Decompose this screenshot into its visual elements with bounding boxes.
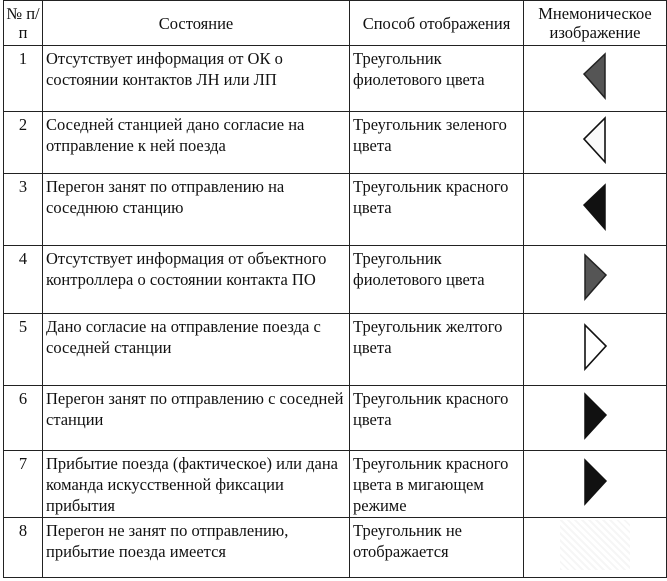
table-row bbox=[4, 386, 667, 451]
table-row bbox=[4, 112, 667, 174]
row-method: Треугольник фиолетового цвета bbox=[350, 246, 524, 314]
row-mnemonic bbox=[524, 386, 667, 451]
row-mnemonic bbox=[524, 112, 667, 174]
empty-noise-icon bbox=[560, 520, 630, 570]
row-method: Треугольник красного цвета в мигающем режиме bbox=[350, 451, 524, 518]
row-state: Соседней станцией дано согласие на отправление к ней поезда bbox=[43, 112, 350, 174]
table-row bbox=[4, 518, 667, 578]
row-state: Перегон занят по отправлению на соседнюю станцию bbox=[43, 174, 350, 246]
row-method: Треугольник красного цвета bbox=[350, 174, 524, 246]
row-num: 3 bbox=[4, 174, 43, 246]
triangle-left-dotted-icon bbox=[582, 52, 608, 100]
row-num: 6 bbox=[4, 386, 43, 451]
table-row bbox=[4, 314, 667, 386]
table-row bbox=[4, 174, 667, 246]
row-state: Перегон не занят по отправлению, прибытие поезда имеется bbox=[43, 518, 350, 578]
row-num: 1 bbox=[4, 46, 43, 112]
table-row bbox=[4, 246, 667, 314]
row-state: Отсутствует информация от ОК о состоянии контактов ЛН или ЛП bbox=[43, 46, 350, 112]
triangle-right-filled-icon bbox=[582, 458, 608, 506]
triangle-left-filled-icon bbox=[582, 183, 608, 231]
row-num: 7 bbox=[4, 451, 43, 518]
row-mnemonic bbox=[524, 246, 667, 314]
row-state: Прибытие поезда (фактическое) или дана команда искусственной фиксации прибытия bbox=[43, 451, 350, 518]
row-method: Треугольник желтого цвета bbox=[350, 314, 524, 386]
row-num: 8 bbox=[4, 518, 43, 578]
row-num: 5 bbox=[4, 314, 43, 386]
row-mnemonic bbox=[524, 46, 667, 112]
header-mnemonic: Мнемоническое изображение bbox=[524, 1, 667, 46]
row-method: Треугольник фиолетового цвета bbox=[350, 46, 524, 112]
row-mnemonic bbox=[524, 518, 667, 578]
table-row bbox=[4, 451, 667, 518]
triangle-right-outline-icon bbox=[582, 323, 608, 371]
row-method: Треугольник не отображается bbox=[350, 518, 524, 578]
row-mnemonic bbox=[524, 451, 667, 518]
row-state: Дано согласие на отправление поезда с соседней станции bbox=[43, 314, 350, 386]
row-num: 4 bbox=[4, 246, 43, 314]
row-state: Перегон занят по отправлению с соседней станции bbox=[43, 386, 350, 451]
row-method: Треугольник зеленого цвета bbox=[350, 112, 524, 174]
header-method: Способ отображения bbox=[350, 1, 524, 46]
table-header bbox=[4, 1, 667, 46]
row-mnemonic bbox=[524, 314, 667, 386]
triangle-right-dotted-icon bbox=[582, 253, 608, 301]
header-num: № п/п bbox=[4, 1, 43, 46]
row-num: 2 bbox=[4, 112, 43, 174]
row-mnemonic bbox=[524, 174, 667, 246]
indication-table bbox=[3, 0, 667, 578]
row-state: Отсутствует информация от объектного контроллера о состоянии контакта ПО bbox=[43, 246, 350, 314]
table-row bbox=[4, 46, 667, 112]
row-method: Треугольник красного цвета bbox=[350, 386, 524, 451]
triangle-left-outline-icon bbox=[582, 116, 608, 164]
triangle-right-filled-icon bbox=[582, 392, 608, 440]
header-state: Состояние bbox=[43, 1, 350, 46]
